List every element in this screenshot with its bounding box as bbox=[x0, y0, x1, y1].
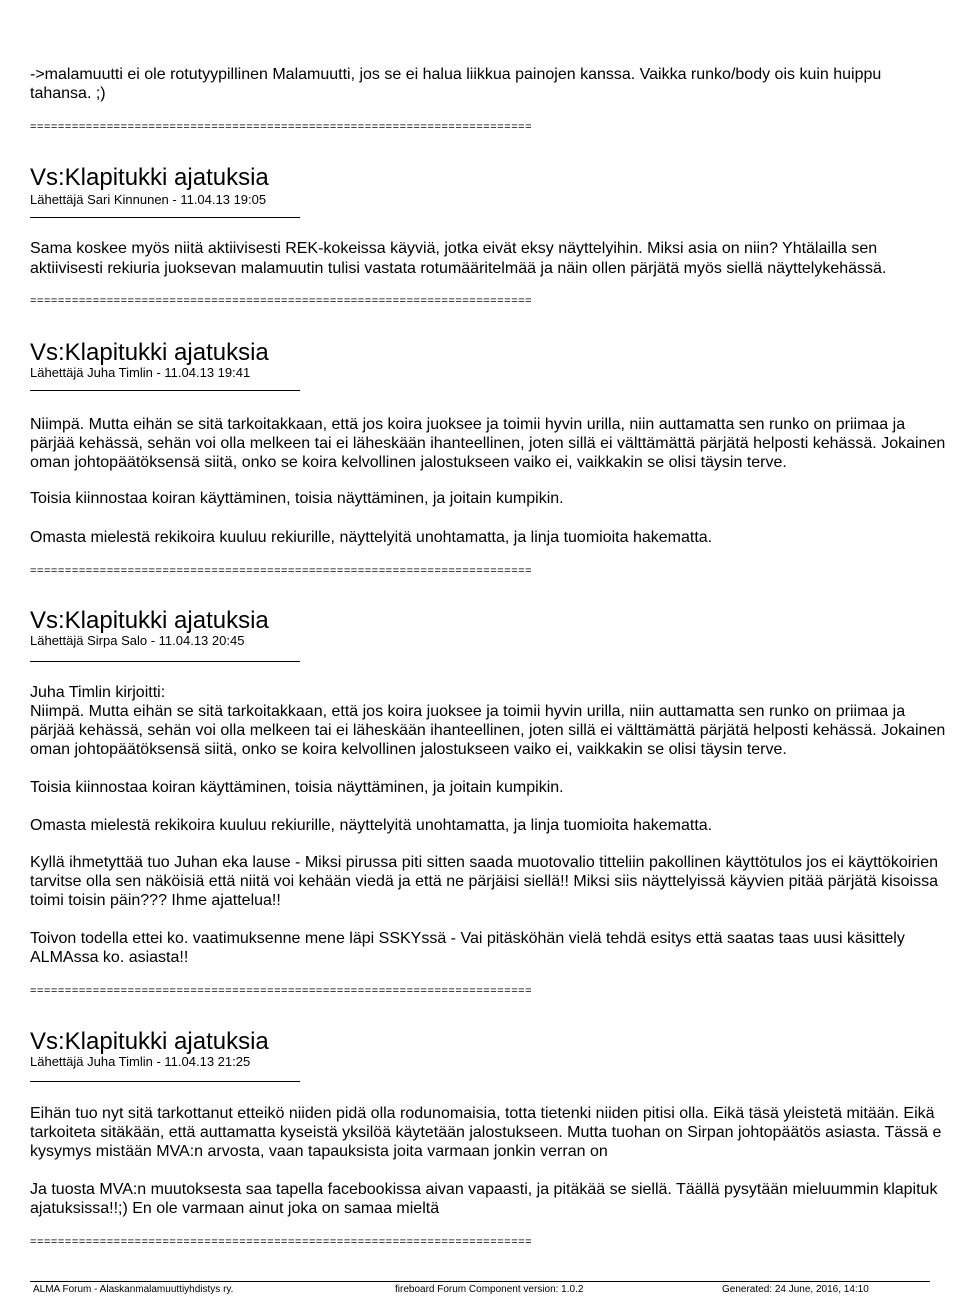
post-meta: Lähettäjä Juha Timlin - 11.04.13 21:25 bbox=[30, 1054, 251, 1069]
post-title: Vs:Klapitukki ajatuksia bbox=[30, 607, 269, 634]
separator-line: ======================================================================== bbox=[30, 985, 533, 997]
post-body-line: tarvitse olla sen näköisiä että niitä voi kehään viedä ja että ne pärjäisi siellä!! Miksi siis näyttelyissä käyvien pitää pärjätä kisoissa bbox=[30, 873, 939, 890]
forum-export-page bbox=[30, 0, 960, 1297]
post-title-rule bbox=[30, 390, 300, 391]
post-body-line: toimi toisin päin??? Ihme ajattelua!! bbox=[30, 892, 281, 909]
post-body-line: ajatuksissa!!;) En ole varmaan ainut joka on samaa mieltä bbox=[30, 1200, 440, 1217]
footer-rule bbox=[30, 1281, 930, 1282]
post-body-line: Kyllä ihmetyttää tuo Juhan eka lause - Miksi pirussa piti sitten saada muotovalio titteliin pakollinen käyttötulos jos ei käyttökoirien bbox=[30, 854, 939, 871]
post-title-rule bbox=[30, 1081, 300, 1082]
post-body-line: pärjää kehässä, sehän voi olla melkeen tai ei läheskään ihanteellinen, joten sillä ei välttämättä pärjätä helposti kehässä. Jokainen bbox=[30, 722, 946, 739]
post-body-line: Omasta mielestä rekikoira kuuluu rekiurille, näyttelyitä unohtamatta, ja linja tuomioita hakematta. bbox=[30, 529, 713, 546]
post-title: Vs:Klapitukki ajatuksia bbox=[30, 164, 269, 191]
post-title-rule bbox=[30, 661, 300, 662]
post-meta: Lähettäjä Juha Timlin - 11.04.13 19:41 bbox=[30, 365, 251, 380]
footer-component-version: fireboard Forum Component version: 1.0.2 bbox=[395, 1284, 584, 1295]
post-body-line: pärjää kehässä, sehän voi olla melkeen tai ei läheskään ihanteellinen, joten sillä ei välttämättä pärjätä helposti kehässä. Jokainen bbox=[30, 435, 946, 452]
post-body-line: Ja tuosta MVA:n muutoksesta saa tapella facebookissa aivan vapaasti, ja pitäkää se siellä. Täällä pysytään mieluummin klapituk bbox=[30, 1181, 938, 1198]
post-body-line: tarkoiteta sitäkään, että auttamatta kyseistä yksilöä käytetään jalostukseen. Mutta tuohan on Sirpan johtopäätös asiasta. Tässä e bbox=[30, 1124, 942, 1141]
intro-line: tahansa. ;) bbox=[30, 85, 106, 102]
post-body-line: Toisia kiinnostaa koiran käyttäminen, toisia näyttäminen, ja joitain kumpikin. bbox=[30, 779, 564, 796]
post-meta: Lähettäjä Sari Kinnunen - 11.04.13 19:05 bbox=[30, 192, 267, 207]
footer-generated-date: Generated: 24 June, 2016, 14:10 bbox=[722, 1284, 869, 1295]
quote-author: Juha Timlin kirjoitti: bbox=[30, 684, 166, 701]
post-body-line: Niimpä. Mutta eihän se sitä tarkoitakkaan, että jos koira juoksee ja toimii hyvin urilla, niin auttamatta sen runko on priimaa ja bbox=[30, 703, 906, 720]
separator-line: ======================================================================== bbox=[30, 565, 533, 577]
separator-line: ======================================================================== bbox=[30, 121, 533, 133]
post-body-line: Toisia kiinnostaa koiran käyttäminen, toisia näyttäminen, ja joitain kumpikin. bbox=[30, 490, 564, 507]
post-meta: Lähettäjä Sirpa Salo - 11.04.13 20:45 bbox=[30, 633, 245, 648]
intro-line: ->malamuutti ei ole rotutyypillinen Malamuutti, jos se ei halua liikkua painojen kanssa. Vaikka runko/body ois kuin huippu bbox=[30, 66, 882, 83]
separator-line: ======================================================================== bbox=[30, 295, 533, 307]
post-title-rule bbox=[30, 217, 300, 218]
post-body-line: Omasta mielestä rekikoira kuuluu rekiurille, näyttelyitä unohtamatta, ja linja tuomioita hakematta. bbox=[30, 817, 713, 834]
post-body-line: Toivon todella ettei ko. vaatimuksenne mene läpi SSKYssä - Vai pitäsköhän vielä tehdä esitys että saatas taas uusi käsittely bbox=[30, 930, 905, 947]
post-body-line: ALMAssa ko. asiasta!! bbox=[30, 949, 189, 966]
post-body-line: Eihän tuo nyt sitä tarkottanut etteikö niiden pidä olla rodunomaisia, totta tietenki niiden pitisi olla. Eikä täsä yleistetä mitään. Eikä bbox=[30, 1105, 935, 1122]
post-title: Vs:Klapitukki ajatuksia bbox=[30, 339, 269, 366]
separator-line: ======================================================================== bbox=[30, 1236, 533, 1248]
post-body-line: Niimpä. Mutta eihän se sitä tarkoitakkaan, että jos koira juoksee ja toimii hyvin urilla, niin auttamatta sen runko on priimaa ja bbox=[30, 416, 906, 433]
post-body-line: aktiivisesti rekiuria juoksevan malamuutin tulisi vastata rotumääritelmää ja näin ollen pärjätä myös siellä näyttelykehässä. bbox=[30, 260, 887, 277]
post-body-line: oman johtopäätöksensä siitä, onko se koira kelvollinen jalostukseen vaiko ei, vaikkakin se olisi täysin terve. bbox=[30, 454, 787, 471]
footer-site-name: ALMA Forum - Alaskanmalamuuttiyhdistys ry. bbox=[33, 1284, 234, 1295]
post-body-line: kysymys mistään MVA:n arvosta, vaan tapauksista joita varmaan jonkin verran on bbox=[30, 1143, 608, 1160]
post-body-line: Sama koskee myös niitä aktiivisesti REK-kokeissa käyviä, jotka eivät eksy näyttelyihin. Miksi asia on niin? Yhtälailla sen bbox=[30, 240, 878, 257]
post-body-line: oman johtopäätöksensä siitä, onko se koira kelvollinen jalostukseen vaiko ei, vaikkakin se olisi täysin terve. bbox=[30, 741, 787, 758]
post-title: Vs:Klapitukki ajatuksia bbox=[30, 1028, 269, 1055]
